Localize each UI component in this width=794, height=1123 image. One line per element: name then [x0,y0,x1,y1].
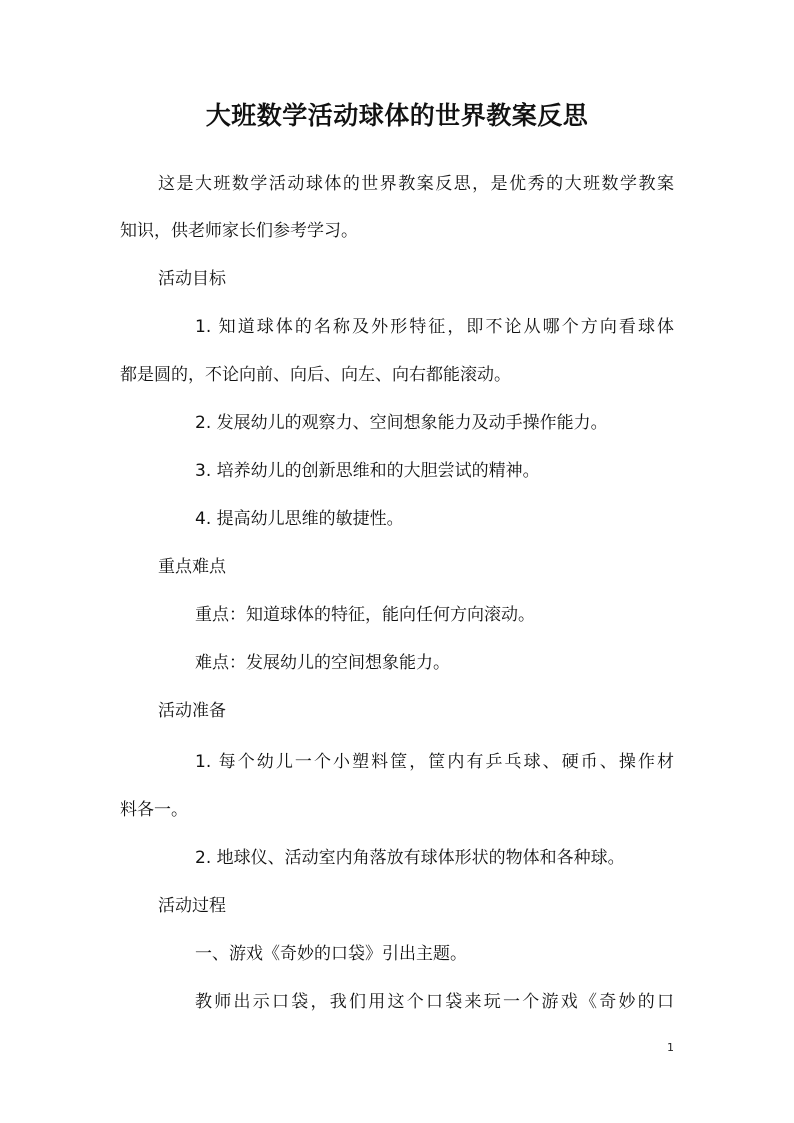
process-paragraph-line-1: 教师出示口袋，我们用这个口袋来玩一个游戏《奇妙的口 [195,992,674,1012]
document-title: 大班数学活动球体的世界教案反思 [205,101,589,130]
prep-1-line-1: 1. 每个幼儿一个小塑料筐，筐内有乒乓球、硬币、操作材 [195,752,674,772]
goal-2: 2. 发展幼儿的观察力、空间想象能力及动手操作能力。 [195,413,608,433]
process-step-1: 一、游戏《奇妙的口袋》引出主题。 [195,944,467,964]
goal-1-line-2: 都是圆的，不论向前、向后、向左、向右都能滚动。 [120,365,511,385]
key-point: 重点：知道球体的特征，能向任何方向滚动。 [195,605,535,625]
prep-2: 2. 地球仪、活动室内角落放有球体形状的物体和各种球。 [195,848,625,868]
goal-4: 4. 提高幼儿思维的敏捷性。 [195,509,404,529]
section-heading-goals: 活动目标 [158,269,226,289]
section-heading-key-points: 重点难点 [158,557,226,577]
section-heading-preparation: 活动准备 [158,701,226,721]
intro-line-2: 知识，供老师家长们参考学习。 [120,221,358,241]
section-heading-process: 活动过程 [158,896,226,916]
goal-3: 3. 培养幼儿的创新思维和的大胆尝试的精神。 [195,461,540,481]
difficult-point: 难点：发展幼儿的空间想象能力。 [195,653,450,673]
prep-1-line-2: 料各一。 [120,800,188,820]
page-number: 1 [667,1041,674,1054]
goal-1-line-1: 1. 知道球体的名称及外形特征，即不论从哪个方向看球体 [195,317,674,337]
intro-line-1: 这是大班数学活动球体的世界教案反思，是优秀的大班数学教案 [158,174,674,194]
